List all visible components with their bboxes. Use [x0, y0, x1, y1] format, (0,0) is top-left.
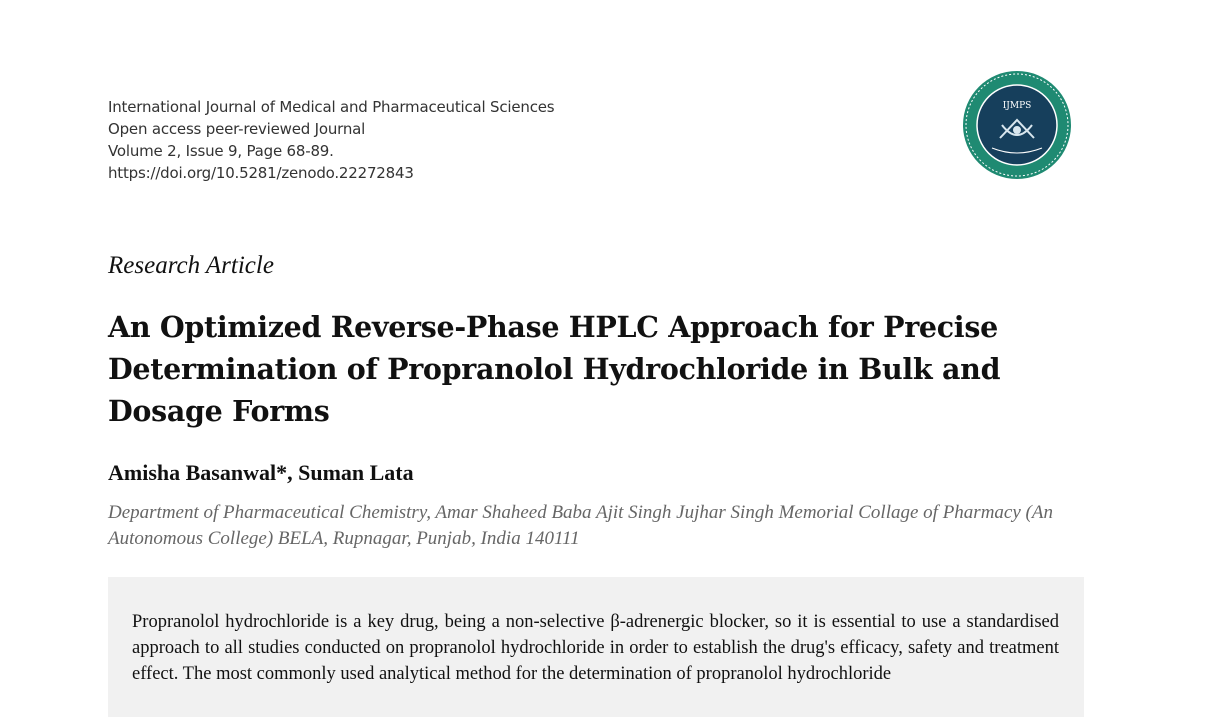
- logo-text: IJMPS: [1002, 101, 1032, 111]
- article-type: Research Article: [108, 252, 274, 279]
- article-authors: Amisha Basanwal*, Suman Lata: [108, 460, 414, 485]
- journal-doi[interactable]: https://doi.org/10.5281/zenodo.22272843: [108, 164, 414, 182]
- journal-access: Open access peer-reviewed Journal: [108, 120, 366, 138]
- journal-volume: Volume 2, Issue 9, Page 68-89.: [108, 142, 334, 160]
- journal-seal-icon: [962, 70, 1072, 180]
- article-affiliation: Department of Pharmaceutical Chemistry, Amar Shaheed Baba Ajit Singh Jujhar Singh Memorial Collage of Pharmacy (An Autonomous College) BELA, Rupnagar, Punjab, India 140111: [108, 502, 1053, 549]
- article-title: An Optimized Reverse-Phase HPLC Approach for Precise Determination of Propranolol Hydrochloride in Bulk and Dosage Forms: [108, 310, 1001, 428]
- journal-name: International Journal of Medical and Pharmaceutical Sciences: [108, 98, 555, 116]
- abstract-box: [108, 577, 1084, 717]
- abstract-text: Propranolol hydrochloride is a key drug, being a non-selective β-adrenergic blocker, so it is essential to use a standardised approach to all studies conducted on propranolol hydrochloride in order to establish the drug's efficacy, safety and treatment effect. The most commonly used analytical method for the determination of propranolol hydrochloride: [132, 612, 1059, 684]
- journal-meta: [108, 96, 554, 184]
